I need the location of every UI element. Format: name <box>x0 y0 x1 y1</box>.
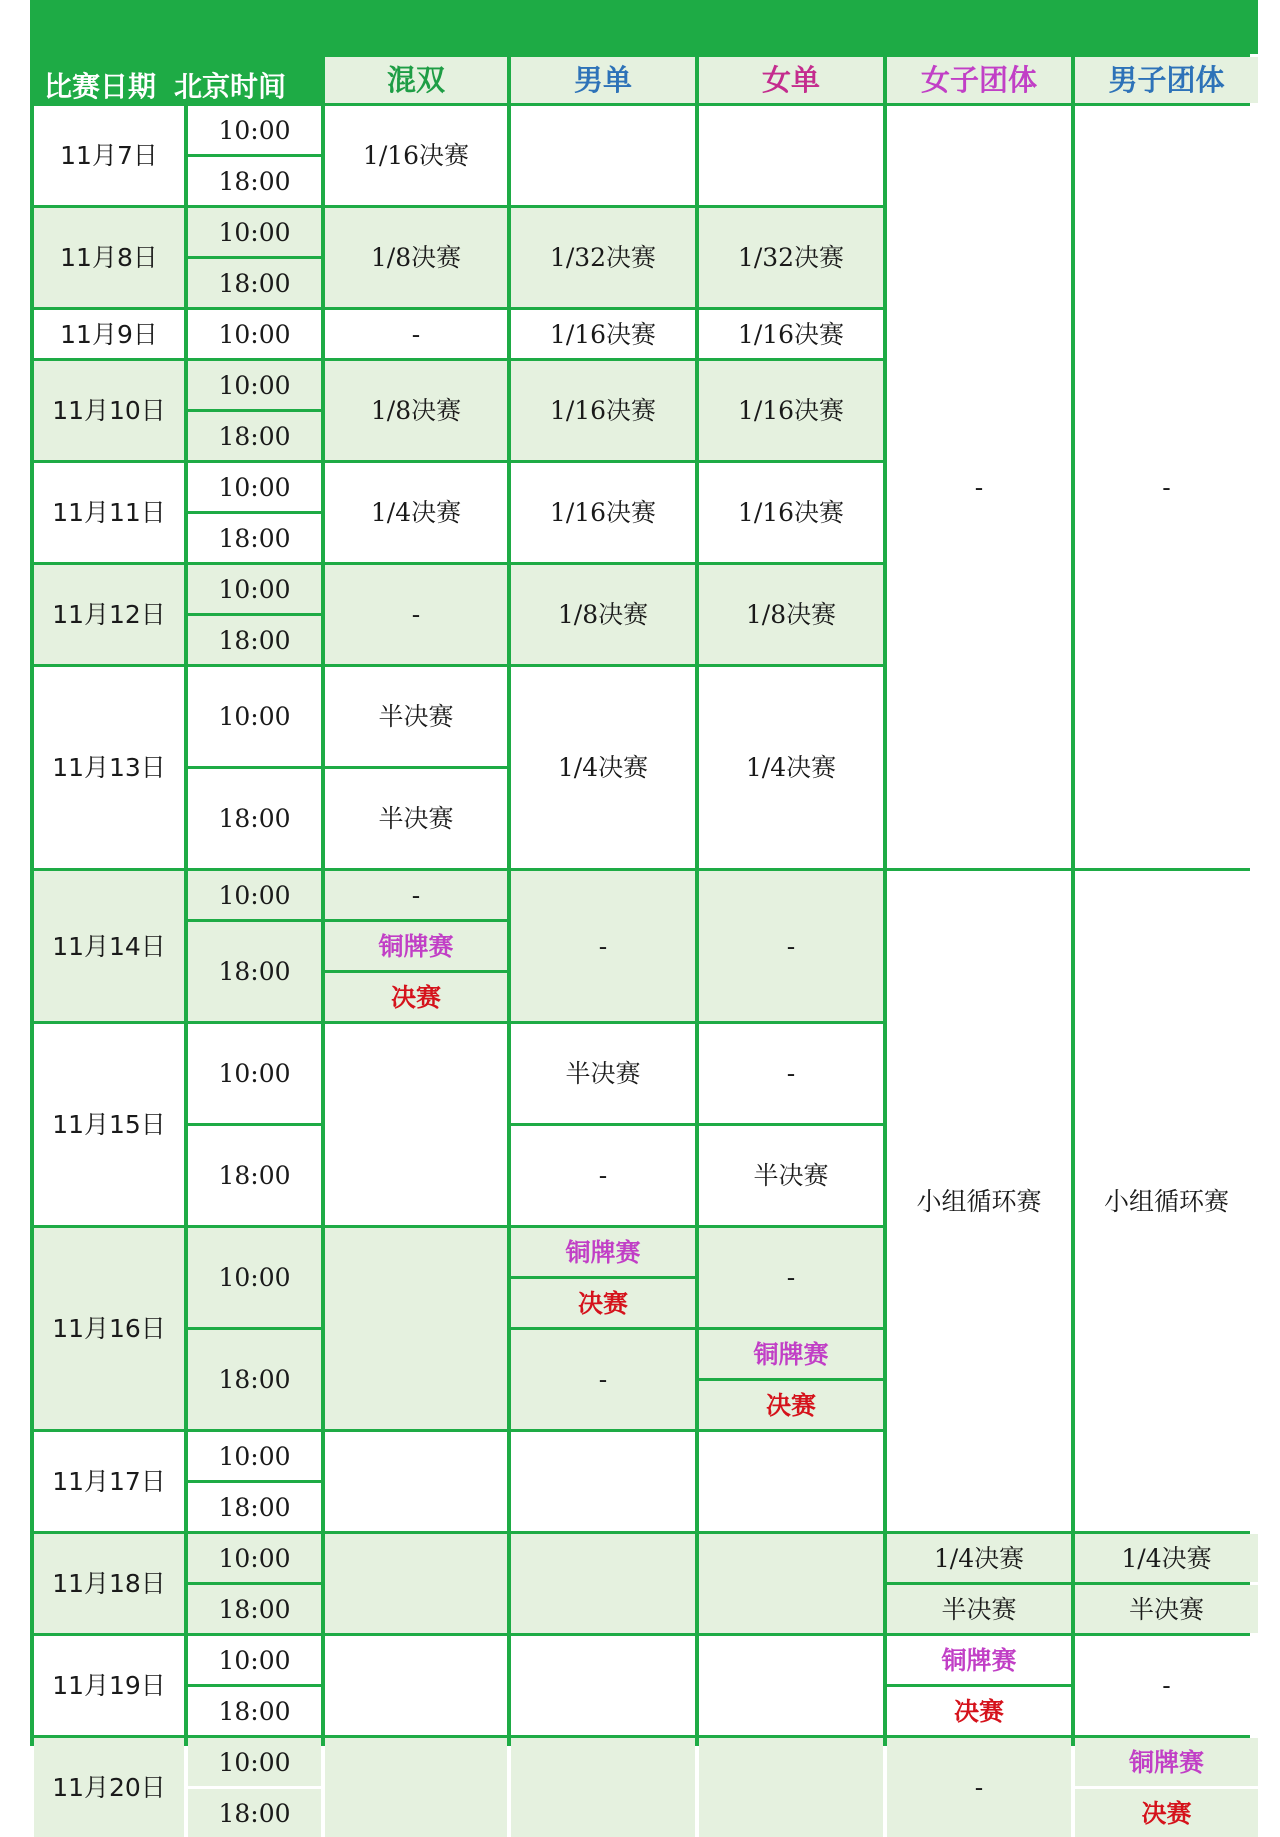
date-cell: 11月18日 <box>34 1534 184 1633</box>
date-cell: 11月10日 <box>34 361 184 460</box>
time-cell: 10:00 <box>188 310 321 358</box>
header-mens-team: 男子团体 <box>1075 57 1258 103</box>
time-cell: 10:00 <box>188 361 321 409</box>
time-cell: 10:00 <box>188 463 321 511</box>
time-cell: 18:00 <box>188 1585 321 1633</box>
womens-singles-cell: - <box>699 871 883 1021</box>
mixed-cell: - <box>325 310 507 358</box>
mens-singles-cell: - <box>511 871 695 1021</box>
mixed-cell: 1/8决赛 <box>325 208 507 307</box>
time-cell: 10:00 <box>188 871 321 919</box>
header-time-label: 北京时间 <box>174 70 287 103</box>
header-date-label: 比赛日期 <box>44 70 157 103</box>
mens-singles-bronze-cell: 铜牌赛 <box>511 1228 695 1276</box>
time-cell: 18:00 <box>188 259 321 307</box>
mixed-cell: 1/8决赛 <box>325 361 507 460</box>
header-mixed-doubles: 混双 <box>325 57 507 103</box>
mens-team-cell: 半决赛 <box>1075 1585 1258 1633</box>
womens-singles-cell: 1/16决赛 <box>699 463 883 562</box>
womens-singles-cell: - <box>699 1228 883 1327</box>
time-cell: 18:00 <box>188 922 321 1021</box>
date-cell: 11月16日 <box>34 1228 184 1429</box>
time-cell: 10:00 <box>188 1534 321 1582</box>
header-top-band <box>325 0 1258 54</box>
mixed-cell: 半决赛 <box>325 667 507 766</box>
womens-singles-cell: 1/4决赛 <box>699 667 883 868</box>
time-cell: 10:00 <box>188 1432 321 1480</box>
womens-singles-cell: - <box>699 1024 883 1123</box>
mens-team-cell: 1/4决赛 <box>1075 1534 1258 1582</box>
womens-singles-cell: 半决赛 <box>699 1126 883 1225</box>
schedule-table <box>30 0 1250 1828</box>
date-cell: 11月12日 <box>34 565 184 664</box>
womens-singles-cell: 1/8决赛 <box>699 565 883 664</box>
mens-singles-empty-cell <box>511 1534 695 1633</box>
mixed-cell: - <box>325 871 507 919</box>
date-cell: 11月19日 <box>34 1636 184 1735</box>
time-cell: 10:00 <box>188 1228 321 1327</box>
time-cell: 10:00 <box>188 565 321 613</box>
womens-singles-bronze-cell: 铜牌赛 <box>699 1330 883 1378</box>
womens-singles-empty-cell <box>699 1432 883 1531</box>
mens-singles-empty-cell <box>511 1636 695 1735</box>
time-cell: 10:00 <box>188 1636 321 1684</box>
mens-singles-cell: 1/8决赛 <box>511 565 695 664</box>
time-cell: 10:00 <box>188 1024 321 1123</box>
womens-singles-empty-cell <box>699 106 883 205</box>
mens-team-group-cell: 小组循环赛 <box>1075 871 1258 1531</box>
mens-singles-cell: 1/4决赛 <box>511 667 695 868</box>
time-cell: 18:00 <box>188 616 321 664</box>
time-cell: 18:00 <box>188 1687 321 1735</box>
mens-team-cell: - <box>1075 1636 1258 1735</box>
mixed-empty-cell <box>325 1636 507 1735</box>
time-cell: 18:00 <box>188 514 321 562</box>
header-mens-singles: 男单 <box>511 57 695 103</box>
mens-singles-cell: 1/16决赛 <box>511 463 695 562</box>
time-cell: 10:00 <box>188 106 321 154</box>
mixed-cell: - <box>325 565 507 664</box>
header-date-time <box>34 0 321 103</box>
time-cell: 10:00 <box>188 208 321 256</box>
time-cell: 18:00 <box>188 412 321 460</box>
mens-team-bronze-cell: 铜牌赛 <box>1075 1738 1258 1786</box>
mens-singles-final-cell: 决赛 <box>511 1279 695 1327</box>
header-womens-singles: 女单 <box>699 57 883 103</box>
time-cell: 18:00 <box>188 769 321 868</box>
womens-team-cell: - <box>887 1738 1071 1837</box>
mens-singles-cell: 1/16决赛 <box>511 310 695 358</box>
womens-singles-empty-cell <box>699 1738 883 1837</box>
womens-singles-final-cell: 决赛 <box>699 1381 883 1429</box>
mixed-empty-cell <box>325 1228 507 1429</box>
mens-singles-cell: 1/32决赛 <box>511 208 695 307</box>
mens-team-cell: - <box>1075 106 1258 868</box>
mixed-cell: 1/16决赛 <box>325 106 507 205</box>
date-cell: 11月15日 <box>34 1024 184 1225</box>
date-cell: 11月14日 <box>34 871 184 1021</box>
mixed-bronze-cell: 铜牌赛 <box>325 922 507 970</box>
time-cell: 18:00 <box>188 1483 321 1531</box>
time-cell: 18:00 <box>188 1789 321 1837</box>
date-cell: 11月8日 <box>34 208 184 307</box>
womens-team-cell: 半决赛 <box>887 1585 1071 1633</box>
womens-team-bronze-cell: 铜牌赛 <box>887 1636 1071 1684</box>
mixed-cell: 1/4决赛 <box>325 463 507 562</box>
mens-team-final-cell: 决赛 <box>1075 1789 1258 1837</box>
time-cell: 10:00 <box>188 667 321 766</box>
womens-singles-cell: 1/16决赛 <box>699 361 883 460</box>
womens-team-cell: 1/4决赛 <box>887 1534 1071 1582</box>
date-cell: 11月20日 <box>34 1738 184 1837</box>
date-cell: 11月17日 <box>34 1432 184 1531</box>
time-cell: 18:00 <box>188 1330 321 1429</box>
mixed-empty-cell <box>325 1738 507 1837</box>
header-womens-team: 女子团体 <box>887 57 1071 103</box>
womens-singles-empty-cell <box>699 1636 883 1735</box>
mens-singles-cell: - <box>511 1126 695 1225</box>
mens-singles-empty-cell <box>511 1432 695 1531</box>
mixed-final-cell: 决赛 <box>325 973 507 1021</box>
date-cell: 11月9日 <box>34 310 184 358</box>
mens-singles-cell: 1/16决赛 <box>511 361 695 460</box>
womens-team-final-cell: 决赛 <box>887 1687 1071 1735</box>
mens-singles-empty-cell <box>511 106 695 205</box>
time-cell: 10:00 <box>188 1738 321 1786</box>
womens-singles-cell: 1/32决赛 <box>699 208 883 307</box>
mens-singles-cell: - <box>511 1330 695 1429</box>
mixed-empty-cell <box>325 1024 507 1225</box>
womens-team-group-cell: 小组循环赛 <box>887 871 1071 1531</box>
womens-singles-empty-cell <box>699 1534 883 1633</box>
date-cell: 11月7日 <box>34 106 184 205</box>
womens-team-cell: - <box>887 106 1071 868</box>
mens-singles-cell: 半决赛 <box>511 1024 695 1123</box>
time-cell: 18:00 <box>188 1126 321 1225</box>
mixed-empty-cell <box>325 1432 507 1531</box>
womens-singles-cell: 1/16决赛 <box>699 310 883 358</box>
time-cell: 18:00 <box>188 157 321 205</box>
mens-singles-empty-cell <box>511 1738 695 1837</box>
date-cell: 11月13日 <box>34 667 184 868</box>
mixed-cell: 半决赛 <box>325 769 507 868</box>
mixed-empty-cell <box>325 1534 507 1633</box>
date-cell: 11月11日 <box>34 463 184 562</box>
